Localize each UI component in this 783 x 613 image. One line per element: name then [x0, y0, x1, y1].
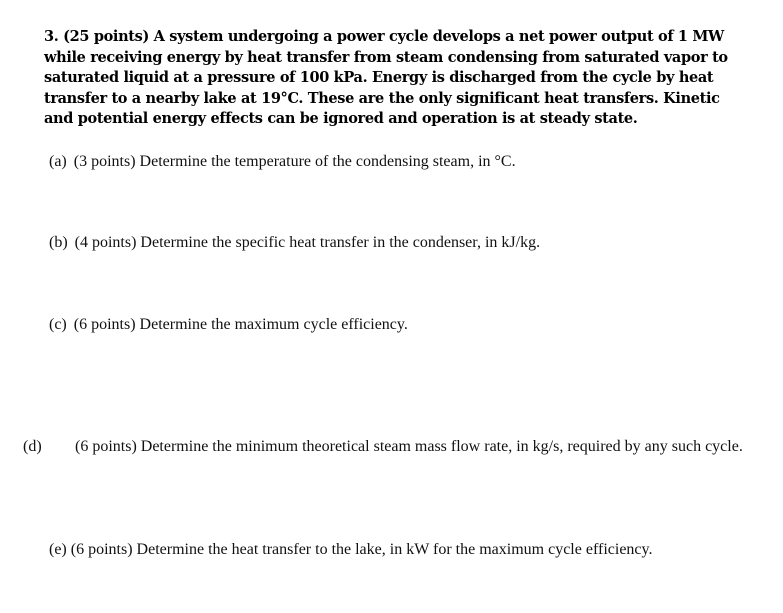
part-a-label: (a): [49, 153, 67, 170]
part-e: [49, 540, 652, 560]
part-e-label: (e): [49, 541, 67, 558]
part-a-text: (3 points) Determine the temperature of the condensing steam, in °C.: [73, 153, 516, 170]
part-d: [23, 437, 749, 457]
part-d-text: (6 points) Determine the minimum theoretical steam mass flow rate, in kg/s, required by any such cycle.: [75, 438, 743, 455]
part-b-text: (4 points) Determine the specific heat transfer in the condenser, in kJ/kg.: [74, 234, 541, 251]
part-e-text: (6 points) Determine the heat transfer to the lake, in kW for the maximum cycle efficiency.: [70, 541, 653, 558]
part-a: [49, 152, 516, 172]
part-c: [49, 315, 408, 335]
part-c-text: (6 points) Determine the maximum cycle efficiency.: [73, 316, 408, 333]
problem-statement: 3. (25 points) A system undergoing a power cycle develops a net power output of 1 MW while receiving energy by heat transfer from steam condensing from saturated vapor to saturated liquid at a pressure of 100 kPa. Energy is discharged from the cycle by heat transfer to a nearby lake at 19°C. These are the only significant heat transfers. Kinetic and potential energy effects can be ignored and operation is at steady state.: [44, 28, 728, 127]
part-b: [49, 233, 540, 253]
part-b-label: (b): [49, 234, 68, 251]
part-d-label: (d): [23, 438, 42, 455]
part-c-label: (c): [49, 316, 67, 333]
